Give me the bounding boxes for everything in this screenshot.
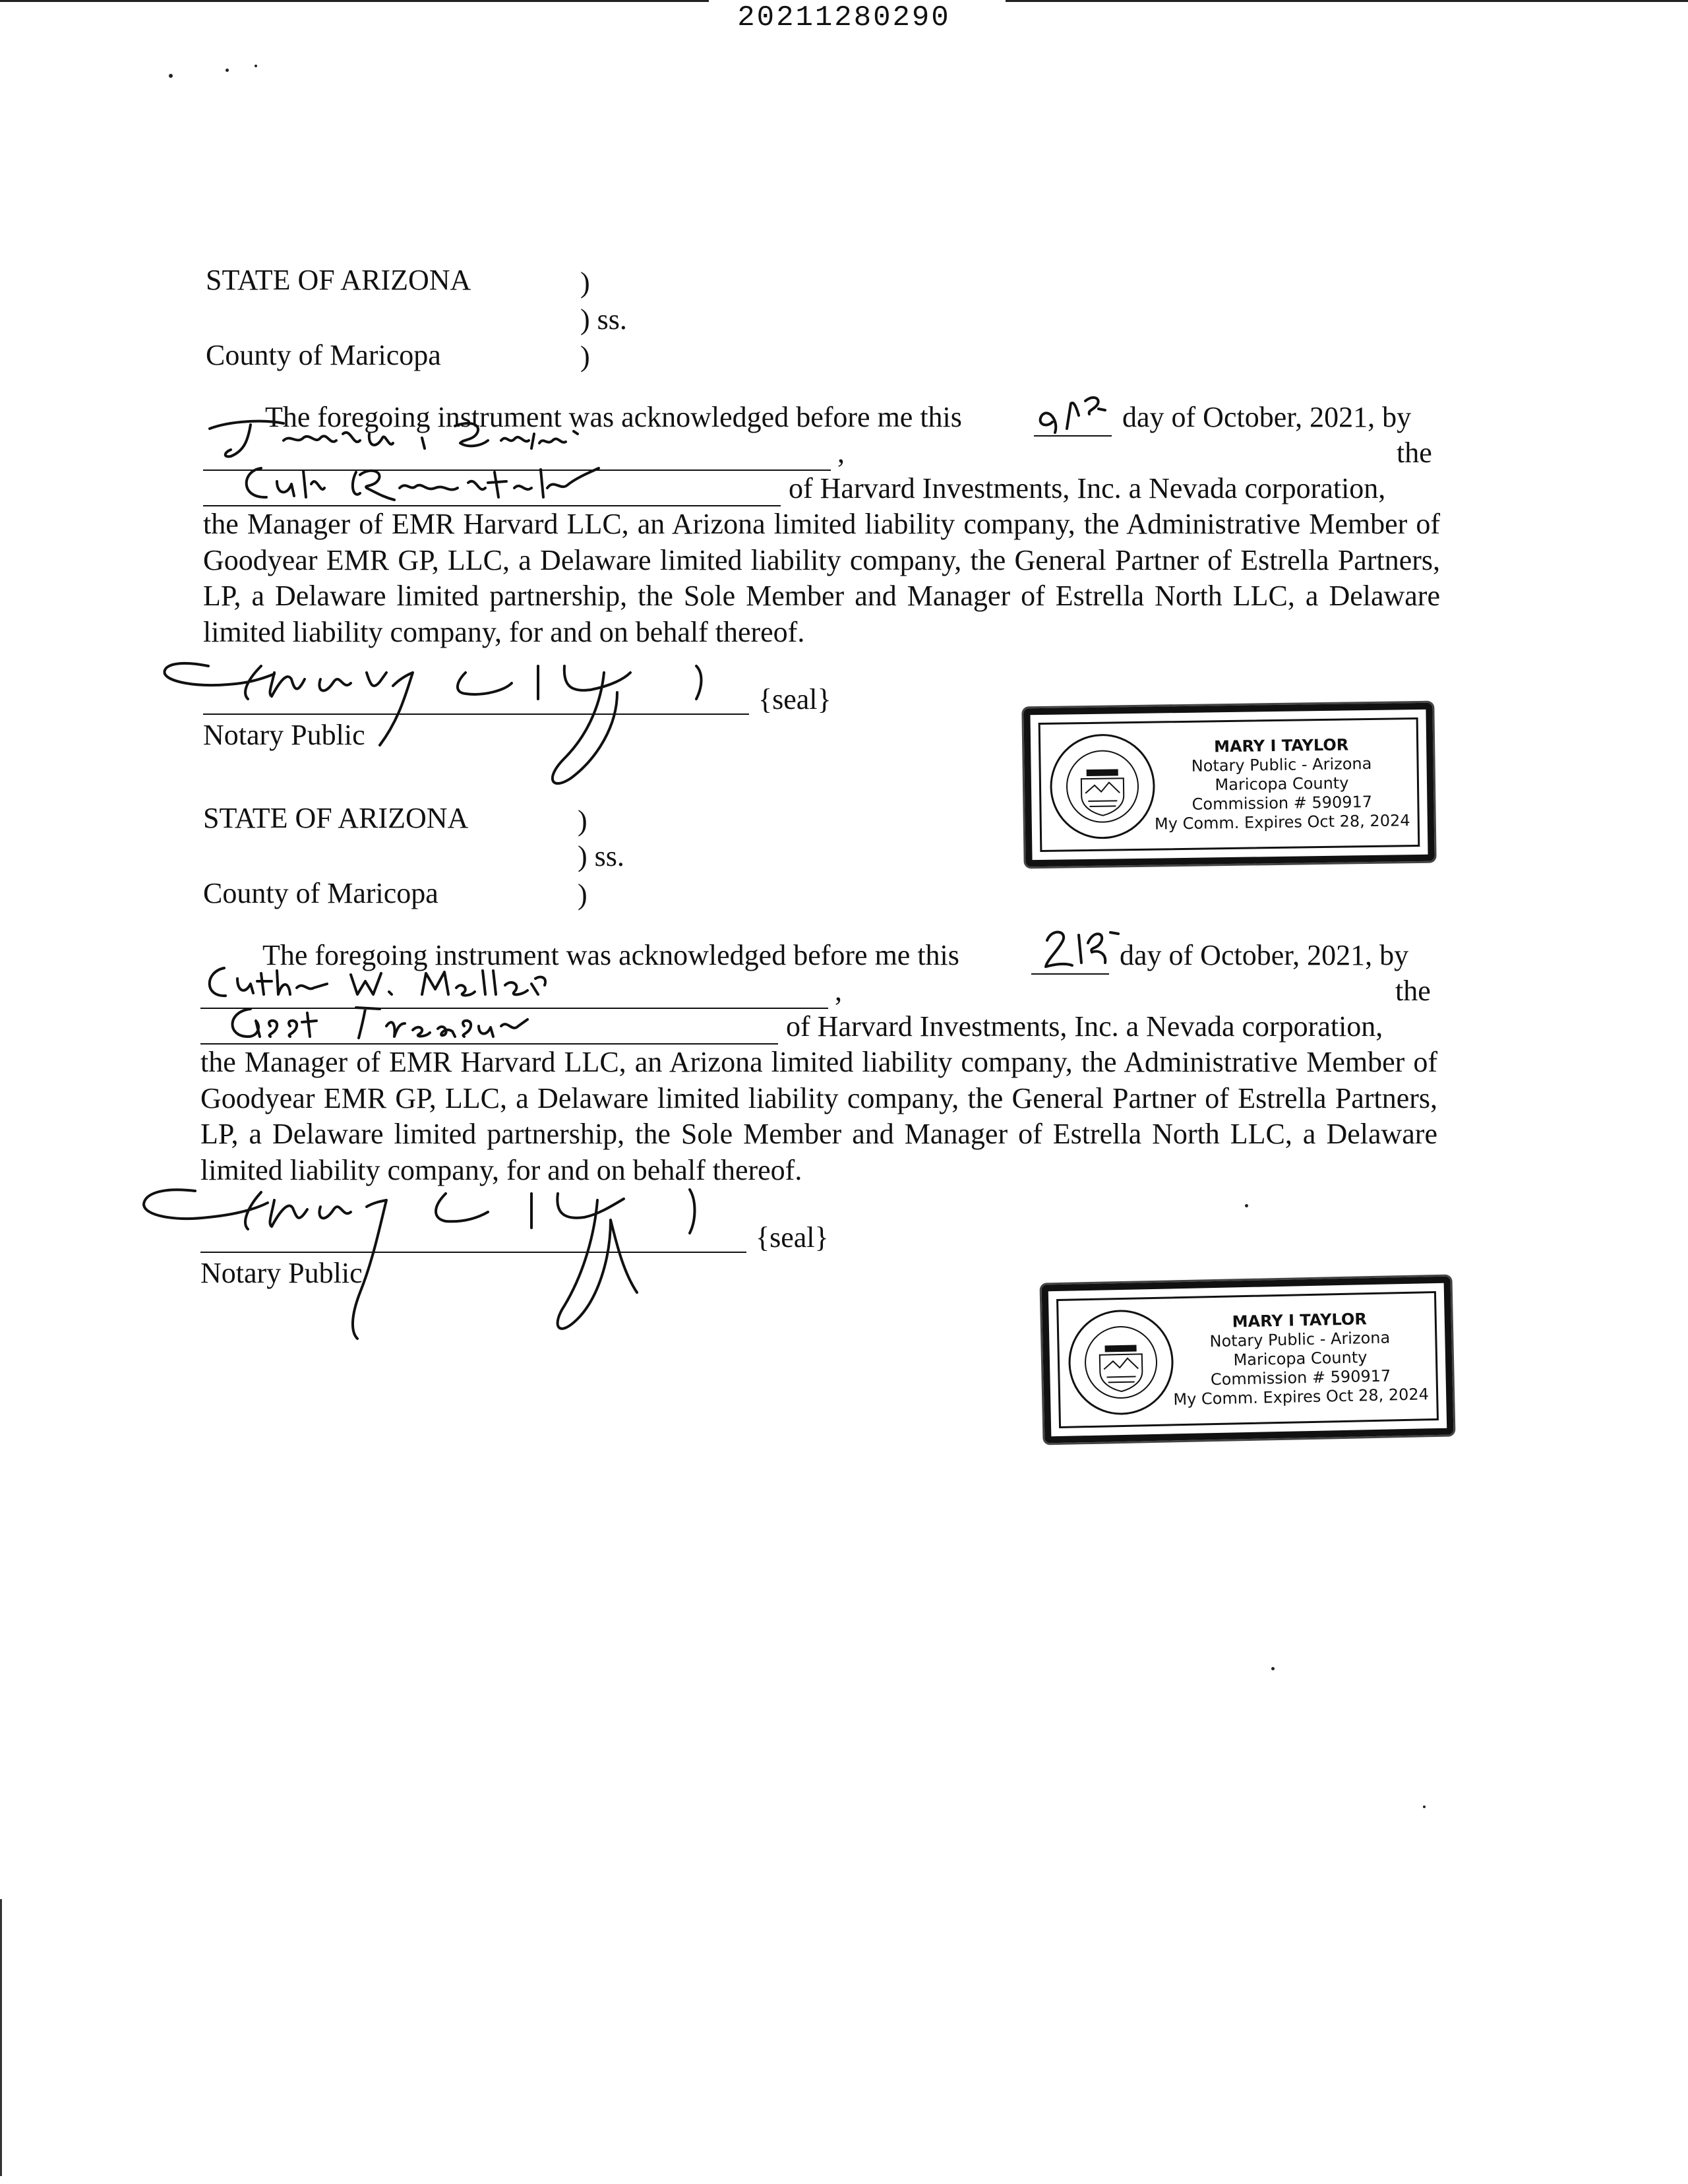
ack-body: the Manager of EMR Harvard LLC, an Arizona limited liability company, the Administrative Member of Goodyear EMR GP, LLC, a Delaware limited liability company, the General Partner of Estrella Partners, LP, a Delaware limited partnership, the Sole Member and Manager of Estrella North LLC, a Delaware limited liability company, for and on behalf thereof. — [203, 508, 1440, 648]
signer-title-handwriting — [237, 459, 712, 505]
venue-county: County of Maricopa — [206, 339, 441, 371]
venue-county: County of Maricopa — [203, 877, 438, 909]
arizona-seal-icon — [1048, 732, 1157, 841]
stamp-text — [1168, 1308, 1433, 1409]
venue-paren: ) — [578, 804, 588, 837]
ack-line-start: The foregoing instrument was acknowledged before me this — [265, 401, 962, 433]
notary-public-label: Notary Public — [203, 719, 365, 751]
scan-speck — [169, 74, 173, 78]
notary-jurisdiction: Notary Public - Arizona — [1191, 754, 1372, 775]
scan-speck — [1245, 1204, 1248, 1207]
notary-name: MARY I TAYLOR — [1213, 735, 1349, 756]
notary-name: MARY I TAYLOR — [1232, 1310, 1368, 1331]
seal-label: {seal} — [756, 1221, 829, 1254]
ack-body: the Manager of EMR Harvard LLC, an Arizona limited liability company, the Administrative Member of Goodyear EMR GP, LLC, a Delaware limited liability company, the General Partner of Estrella Partners, LP, a Delaware limited partnership, the Sole Member and Manager of Estrella North LLC, a Delaware limited liability company, for and on behalf thereof. — [200, 1046, 1437, 1186]
word-the: the — [1395, 975, 1431, 1007]
notary-commission: Commission # 590917 — [1210, 1366, 1391, 1389]
notary-signature-line — [200, 1252, 746, 1253]
notary-public-label: Notary Public — [200, 1257, 363, 1289]
scan-speck — [1271, 1667, 1275, 1670]
notary-stamp — [1023, 703, 1434, 867]
arizona-seal-icon — [1066, 1307, 1176, 1417]
notary-commission: Commission # 590917 — [1191, 792, 1373, 814]
venue-paren: ) — [580, 266, 590, 299]
recording-number: 20211280290 — [737, 1, 951, 34]
word-the: the — [1397, 437, 1432, 469]
ack-line-end: day of October, 2021, by — [1122, 401, 1412, 433]
notary-county: Maricopa County — [1233, 1348, 1368, 1370]
signer-name-handwriting — [198, 959, 567, 1005]
notary-county: Maricopa County — [1215, 774, 1349, 795]
notary-signature-line — [203, 713, 749, 715]
ack-line-end: day of October, 2021, by — [1120, 939, 1409, 971]
notary-stamp — [1042, 1277, 1454, 1443]
scan-edge-mark — [0, 1899, 2, 2176]
venue-ss: ) ss. — [580, 303, 627, 336]
venue-state: STATE OF ARIZONA — [206, 264, 471, 296]
day-handwriting — [1033, 389, 1112, 435]
scan-speck — [1423, 1805, 1426, 1808]
ack-line-company: of Harvard Investments, Inc. a Nevada corporation, — [786, 1010, 1383, 1043]
notary-expiration: My Comm. Expires Oct 28, 2024 — [1154, 811, 1410, 834]
venue-paren: ) — [578, 878, 588, 911]
notary-expiration: My Comm. Expires Oct 28, 2024 — [1173, 1385, 1430, 1409]
comma: , — [837, 437, 845, 469]
stamp-text — [1149, 735, 1414, 834]
venue-state: STATE OF ARIZONA — [203, 802, 469, 834]
signer-name-handwriting — [204, 414, 679, 460]
notary-jurisdiction: Notary Public - Arizona — [1209, 1328, 1391, 1351]
scan-speck — [226, 69, 229, 72]
seal-label: {seal} — [758, 683, 831, 715]
day-blank — [1034, 435, 1112, 437]
ack-line-start: The foregoing instrument was acknowledged before me this — [262, 939, 959, 971]
venue-ss: ) ss. — [578, 840, 624, 872]
signer-title-handwriting — [218, 1000, 587, 1046]
day-handwriting — [1033, 923, 1125, 976]
venue-paren: ) — [580, 340, 590, 373]
comma: , — [835, 975, 842, 1007]
scan-speck — [255, 65, 257, 67]
ack-line-company: of Harvard Investments, Inc. a Nevada corporation, — [789, 472, 1386, 504]
